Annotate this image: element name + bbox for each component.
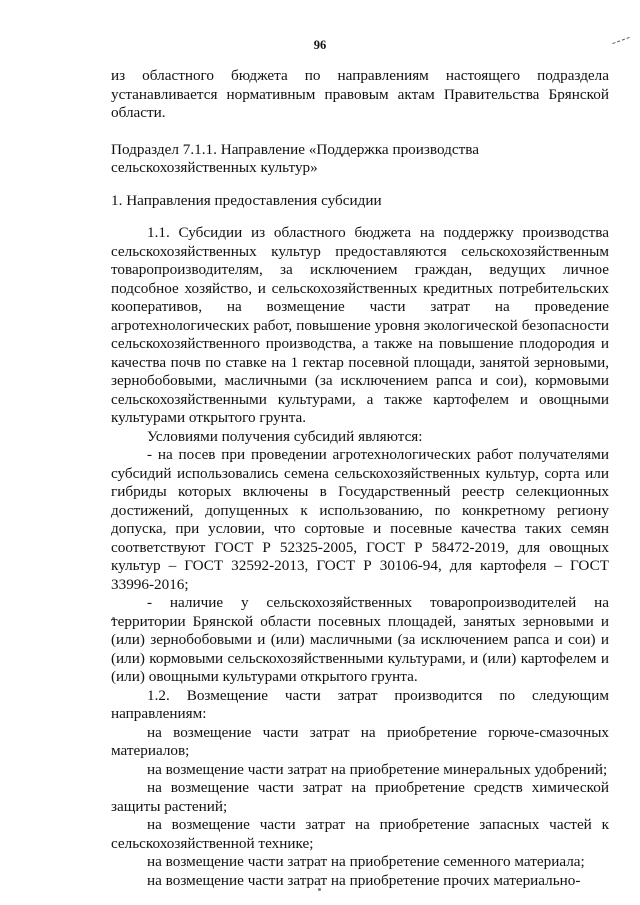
condition-2: - наличие у сельскохозяйственных товаропроизводителей на территории Брянской области посевных площадей, занятых зерновыми и (или) зернобобовыми и (или) масличными (за исключением рапса и сои) и (или) кормовыми сельскохозяйственными культурами, и (или) картофелем и (или) овощными культурами открытого грунта. [111, 594, 609, 685]
direction-item: на возмещение части затрат на приобретение прочих материально- [147, 871, 581, 889]
intro-paragraph: из областного бюджета по направлениям настоящего подраздела устанавливается нормативным правовым актам Правительства Брянской области. [111, 67, 609, 121]
paragraph-1-1: 1.1. Субсидии из областного бюджета на поддержку производства сельскохозяйственных культур предоставляются сельскохозяйственным товаропроизводителям, за исключением граждан, ведущих личное подсобное хозяйство, и сельскохозяйственных кредитных потребительских кооперативов, на возмещение части затрат на проведение агротехнологических работ, повышение уровня экологической безопасности сельскохозяйственного производства, а также на повышение плодородия и качества почв по ставке на 1 гектар посевной площади, занятой зерновыми, зернобобовыми, масличными (за исключением рапса и сои), кормовыми сельскохозяйственными культурами, а также картофелем и овощными культурами открытого грунта. [111, 224, 609, 426]
direction-item: на возмещение части затрат на приобретение горюче-смазочных материалов; [111, 723, 609, 759]
direction-item: на возмещение части затрат на приобретение средств химической защиты растений; [111, 779, 609, 815]
condition-1: - на посев при проведении агротехнологических работ получателями субсидий использовались семена сельскохозяйственных культур, сорта или гибриды которых включены в Государственный реестр селекционных достижений, допущенных к использованию, по конкретному региону допуска, при условии, что сортовые и посевные качества таких семян соответствуют ГОСТ Р 52325-2005, ГОСТ Р 58472-2019, для овощных культур – ГОСТ 32592-2013, ГОСТ Р 30106-94, для картофеля – ГОСТ 33996-2016; [111, 446, 609, 593]
conditions-intro: Условиями получения субсидий являются: [147, 427, 423, 445]
direction-item: на возмещение части затрат на приобретение минеральных удобрений; [147, 760, 608, 778]
direction-item: на возмещение части затрат на приобретение запасных частей к сельскохозяйственной технике; [111, 816, 609, 852]
subsection-title-line2: сельскохозяйственных культур» [111, 159, 318, 176]
subsection-title-line1: Подраздел 7.1.1. Направление «Поддержка производства [111, 140, 479, 158]
direction-item: на возмещение части затрат на приобретение семенного материала; [147, 853, 585, 870]
section-heading: 1. Направления предоставления субсидии [111, 191, 382, 209]
paragraph-1-2: 1.2. Возмещение части затрат производится по следующим направлениям: [111, 686, 609, 722]
document-body [111, 67, 609, 890]
page-number: 96 [313, 38, 327, 52]
